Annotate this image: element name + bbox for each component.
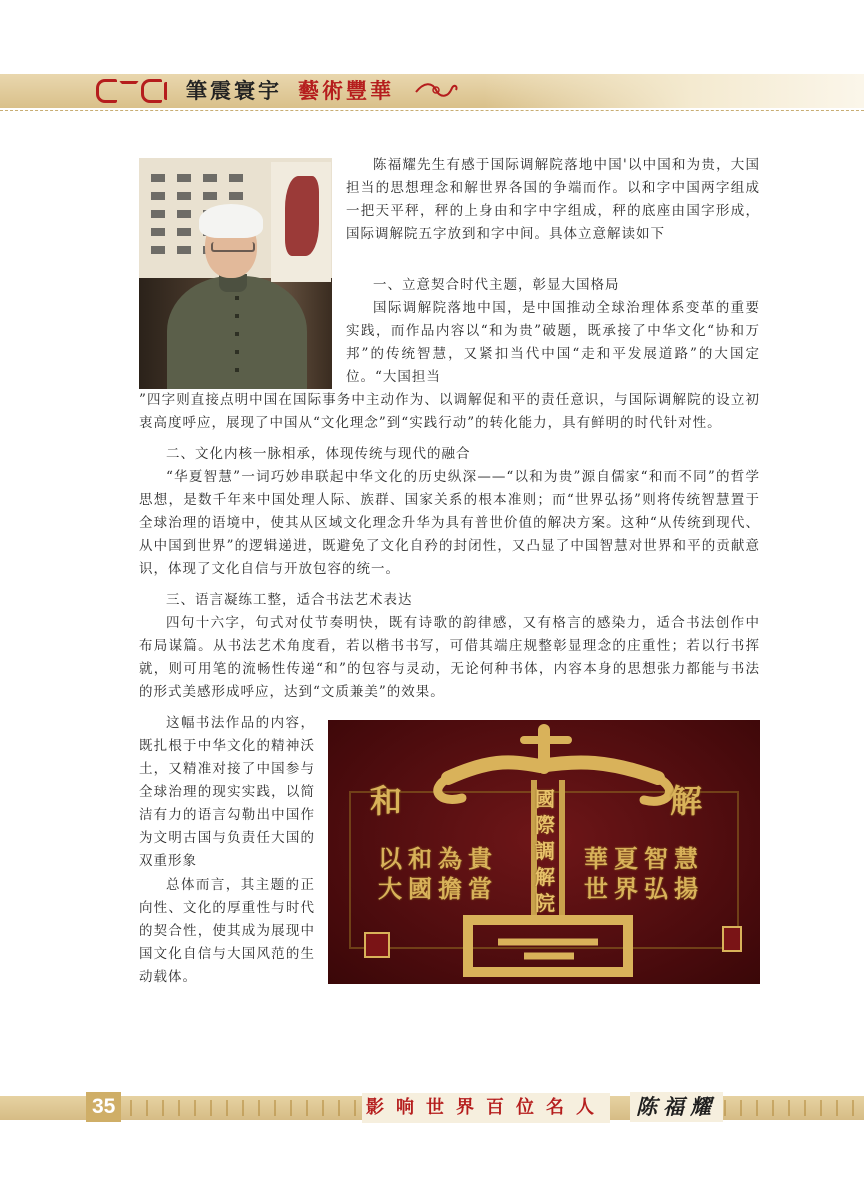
meander-pattern-right [722, 1100, 864, 1116]
meander-pattern-left [128, 1100, 358, 1116]
artist-seal-left [364, 932, 390, 958]
artist-seal-right [722, 926, 742, 952]
cloud-swirl-icon [414, 80, 460, 100]
artwork-right-line-1: 華夏智慧 [584, 844, 704, 873]
artwork-right-line-2: 世界弘揚 [584, 874, 704, 903]
section-3-paragraph: 四句十六字，句式对仗节奏明快，既有诗歌的韵律感，又有格言的感染力，适合书法创作中布局谋篇。从书法艺术角度看，若以楷书书写，可借其端庄规整彰显理念的庄重性；若以行书挥就，则可用笔的流畅性传递“和”的包容与灵动，无论何种书体，内容本身的思想张力都能与书法的形式美感形成呼应，达到“文质兼美”的效果。 [139, 615, 760, 700]
section-1-text-wrap-top: 国际调解院落地中国，是中国推动全球治理体系变革的重要实践，而作品内容以“和为贵”破题，既承接了中华文化“协和万邦”的传统智慧，又紧扣当代中国“走和平发展道路”的大国定位。“大国担当 [346, 300, 760, 385]
section-1-text-wrap-bottom: ”四字则直接点明中国在国际事务中主动作为、以调解促和平的责任意识，与国际调解院的设立初衷高度呼应，展现了中国从“文化理念”到“实践行动”的转化能力，具有鲜明的时代针对性。 [139, 392, 760, 431]
footer-series-title: 影响世界百位名人 [362, 1093, 610, 1123]
closing-paragraph-1: 这幅书法作品的内容，既扎根于中华文化的精神沃土，又精准对接了中国参与全球治理的现实实践，以简洁有力的语言勾勒出中国作为文明古国与负责任大国的双重形象 [139, 715, 315, 869]
artwork-left-line-2: 大國擔當 [378, 874, 498, 903]
page-number: 35 [86, 1092, 121, 1122]
calligraphy-artwork [328, 720, 760, 984]
artwork-char-he: 和 [370, 782, 403, 820]
closing-paragraph-2: 总体而言，其主题的正向性、文化的厚重性与时代的契合性，使其成为展现中国文化自信与大国风范的生动载体。 [139, 877, 315, 985]
intro-paragraph: 陈福耀先生有感于国际调解院落地中国'以中国和为贵，大国担当的思想理念和解世界各国的争端而作。以和字中国两字组成一把天平秤，秤的上身由和字中字组成，秤的底座由国字形成，国际调解院五字放到和字中间。具体立意解读如下 [346, 157, 760, 242]
header-slogan-2: 藝術豐華 [298, 78, 394, 103]
footer-person-name: 陈福耀 [630, 1092, 723, 1122]
section-2-paragraph: “华夏智慧”一词巧妙串联起中华文化的历史纵深——“以和为贵”源自儒家“和而不同”的哲学思想，是数千年来中国处理人际、族群、国家关系的根本准则；而“世界弘扬”则将传统智慧置于全球治理的语境中，使其从区域文化理念升华为具有普世价值的解决方案。这种“从传统到现代、从中国到世界”的逻辑递进，既避免了文化自矜的封闭性，又凸显了中国智慧对世界和平的贡献意识，体现了文化自信与开放包容的统一。 [139, 469, 760, 577]
artwork-char-jie: 解 [670, 782, 703, 820]
header-slogan-1: 筆震寰宇 [186, 78, 282, 103]
artwork-vertical-text: 國際調解院 [535, 787, 555, 915]
ctci-logo [96, 78, 173, 104]
header-divider [0, 110, 864, 111]
artwork-left-line-1: 以和為貴 [378, 844, 498, 873]
section-2-heading: 二、文化内核一脉相承，体现传统与现代的融合 [166, 446, 471, 462]
portrait-photo [139, 158, 332, 389]
section-1-heading: 一、立意契合时代主题，彰显大国格局 [373, 277, 620, 293]
section-3-heading: 三、语言凝练工整，适合书法艺术表达 [166, 592, 413, 608]
